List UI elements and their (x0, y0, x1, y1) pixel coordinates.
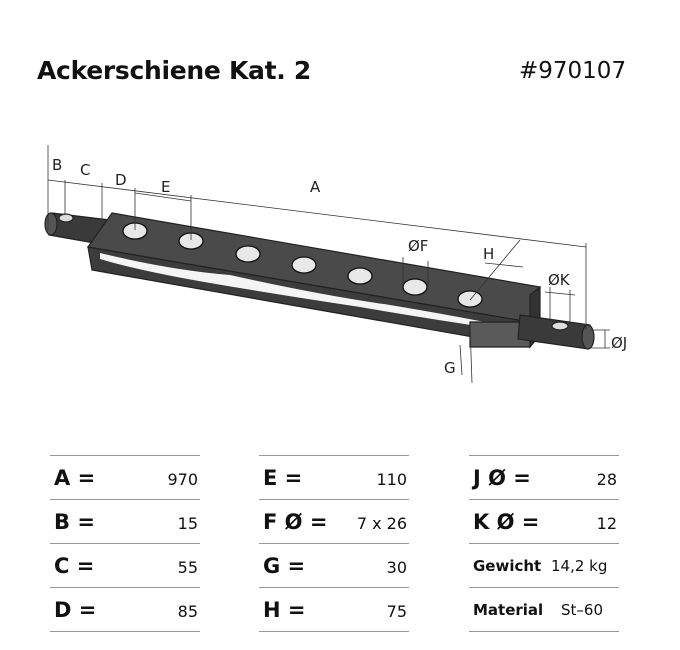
right-pin-hole (552, 322, 568, 330)
spec-value: 12 (596, 514, 617, 533)
spec-value: 55 (177, 558, 198, 577)
spec-value: 28 (596, 470, 617, 489)
spec-row (50, 455, 200, 499)
bar-hole (236, 246, 260, 262)
spec-key: F Ø = (263, 510, 328, 534)
spec-key: J Ø = (473, 466, 531, 490)
dim-label-k: ØK (548, 271, 570, 289)
bar-hole (403, 279, 427, 295)
dim-label-g: G (444, 359, 456, 377)
spec-row (469, 499, 619, 543)
spec-row (469, 455, 619, 499)
dim-label-h: H (483, 245, 495, 263)
spec-key: K Ø = (473, 510, 540, 534)
bar-hole (348, 268, 372, 284)
dim-label-j: ØJ (611, 334, 628, 352)
spec-value: 85 (177, 602, 198, 621)
spec-row (259, 543, 409, 587)
spec-key: D = (54, 598, 97, 622)
spec-row-weight (469, 543, 619, 587)
spec-key: H = (263, 598, 306, 622)
spec-key: B = (54, 510, 95, 534)
spec-value: 110 (376, 470, 407, 489)
spec-key: C = (54, 554, 95, 578)
spec-row (259, 499, 409, 543)
spec-row (259, 455, 409, 499)
left-pin-hole (59, 214, 73, 222)
dim-label-a: A (310, 178, 321, 196)
spec-row (50, 499, 200, 543)
spec-row (259, 587, 409, 632)
dim-label-f: ØF (408, 237, 429, 255)
bar-hole (458, 291, 482, 307)
spec-key: E = (263, 466, 303, 490)
bar-hole (292, 257, 316, 273)
dim-label-b: B (52, 156, 63, 174)
spec-key: A = (54, 466, 96, 490)
dim-label-d: D (115, 171, 127, 189)
dim-label-e: E (161, 178, 171, 196)
product-title: Ackerschiene Kat. 2 (37, 56, 311, 85)
spec-value: 15 (177, 514, 198, 533)
spec-row (50, 543, 200, 587)
part-number: #970107 (519, 58, 627, 84)
spec-value: 7 x 26 (356, 514, 407, 533)
dim-label-c: C (80, 161, 91, 179)
material-value: St–60 (561, 601, 603, 619)
spec-value: 30 (386, 558, 407, 577)
spec-row (50, 587, 200, 632)
spec-column-2 (259, 455, 409, 632)
drawbar-drawing (30, 135, 650, 405)
spec-value: 970 (167, 470, 198, 489)
spec-column-1 (50, 455, 200, 632)
weight-label: Gewicht (473, 557, 542, 575)
spec-row-material (469, 587, 619, 632)
spec-column-3 (469, 455, 619, 632)
material-label: Material (473, 601, 544, 619)
weight-value: 14,2 kg (551, 557, 608, 575)
spec-key: G = (263, 554, 306, 578)
spec-value: 75 (386, 602, 407, 621)
